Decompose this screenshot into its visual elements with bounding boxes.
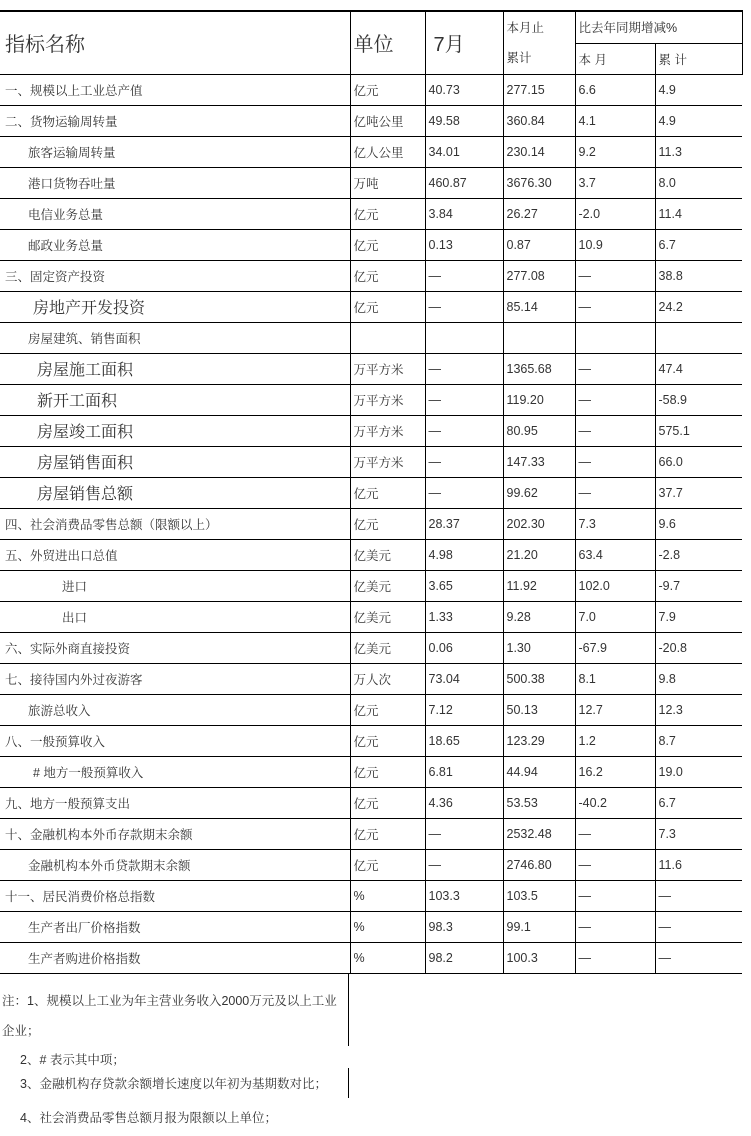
yoy-month-value: —: [575, 415, 655, 446]
indicator-name-cell: 生产者出厂价格指数: [0, 911, 350, 942]
header-unit: 单位: [350, 11, 425, 74]
yoy-month-value: 7.3: [575, 508, 655, 539]
cumulative-value: 3676.30: [503, 167, 575, 198]
table-row: [0, 787, 742, 818]
unit-cell: 万平方米: [350, 353, 425, 384]
table-row: [0, 74, 742, 105]
indicator-name-cell: 六、实际外商直接投资: [0, 632, 350, 663]
yoy-cumulative-value: —: [655, 880, 742, 911]
month-value: 460.87: [425, 167, 503, 198]
indicator-name-cell: # 地方一般预算收入: [0, 756, 350, 787]
yoy-cumulative-value: 24.2: [655, 291, 742, 322]
table-row: [0, 105, 742, 136]
yoy-cumulative-value: 19.0: [655, 756, 742, 787]
cumulative-value: 99.62: [503, 477, 575, 508]
unit-cell: 亿元: [350, 694, 425, 725]
header-cumulative-line2: 累计: [506, 50, 532, 65]
indicator-name-cell: 出口: [0, 601, 350, 632]
indicator-name-cell: 二、货物运输周转量: [0, 105, 350, 136]
yoy-month-value: —: [575, 446, 655, 477]
cumulative-value: 11.92: [503, 570, 575, 601]
month-value: 98.2: [425, 942, 503, 973]
yoy-month-value: 10.9: [575, 229, 655, 260]
indicator-table: [0, 10, 743, 974]
month-value: 4.36: [425, 787, 503, 818]
yoy-cumulative-value: 47.4: [655, 353, 742, 384]
yoy-month-value: —: [575, 384, 655, 415]
yoy-month-value: -2.0: [575, 198, 655, 229]
unit-cell: 亿元: [350, 260, 425, 291]
unit-cell: 亿元: [350, 229, 425, 260]
yoy-month-value: 1.2: [575, 725, 655, 756]
yoy-cumulative-value: 9.8: [655, 663, 742, 694]
yoy-month-value: 102.0: [575, 570, 655, 601]
cumulative-value: 123.29: [503, 725, 575, 756]
cumulative-value: 50.13: [503, 694, 575, 725]
month-value: —: [425, 260, 503, 291]
table-row: [0, 725, 742, 756]
unit-cell: 亿美元: [350, 632, 425, 663]
indicator-name-cell: 八、一般预算收入: [0, 725, 350, 756]
cumulative-value: 230.14: [503, 136, 575, 167]
yoy-cumulative-value: 4.9: [655, 105, 742, 136]
table-row: [0, 322, 742, 353]
table-row: [0, 508, 742, 539]
unit-cell: 亿元: [350, 198, 425, 229]
table-row: [0, 136, 742, 167]
yoy-month-value: 16.2: [575, 756, 655, 787]
month-value: —: [425, 415, 503, 446]
table-row: [0, 260, 742, 291]
footnote: 注：1、规模以上工业为年主营业务收入2000万元及以上工业企业；: [0, 974, 349, 1046]
month-value: 40.73: [425, 74, 503, 105]
indicator-name-cell: 四、社会消费品零售总额（限额以上）: [0, 508, 350, 539]
month-value: [425, 322, 503, 353]
unit-cell: %: [350, 880, 425, 911]
yoy-month-value: —: [575, 260, 655, 291]
unit-cell: 万平方米: [350, 384, 425, 415]
yoy-month-value: —: [575, 880, 655, 911]
yoy-cumulative-value: 7.3: [655, 818, 742, 849]
table-header: [0, 11, 742, 74]
yoy-month-value: —: [575, 849, 655, 880]
header-month: 7月: [425, 11, 503, 74]
table-row: [0, 198, 742, 229]
yoy-cumulative-value: [655, 322, 742, 353]
yoy-cumulative-value: 11.6: [655, 849, 742, 880]
unit-cell: 亿元: [350, 508, 425, 539]
yoy-cumulative-value: 9.6: [655, 508, 742, 539]
cumulative-value: 147.33: [503, 446, 575, 477]
table-row: [0, 570, 742, 601]
yoy-cumulative-value: —: [655, 942, 742, 973]
indicator-name-cell: 五、外贸进出口总值: [0, 539, 350, 570]
month-value: 3.65: [425, 570, 503, 601]
indicator-name-cell: 新开工面积: [0, 384, 350, 415]
yoy-cumulative-value: 8.7: [655, 725, 742, 756]
unit-cell: 亿元: [350, 787, 425, 818]
unit-cell: %: [350, 911, 425, 942]
yoy-cumulative-value: 6.7: [655, 787, 742, 818]
yoy-cumulative-value: -20.8: [655, 632, 742, 663]
month-value: —: [425, 384, 503, 415]
table-row: [0, 632, 742, 663]
yoy-month-value: 9.2: [575, 136, 655, 167]
cumulative-value: 80.95: [503, 415, 575, 446]
table-row: [0, 756, 742, 787]
month-value: 98.3: [425, 911, 503, 942]
yoy-cumulative-value: 6.7: [655, 229, 742, 260]
yoy-cumulative-value: 7.9: [655, 601, 742, 632]
indicator-name-cell: 十、金融机构本外币存款期末余额: [0, 818, 350, 849]
table-row: [0, 477, 742, 508]
month-value: 18.65: [425, 725, 503, 756]
yoy-month-value: —: [575, 291, 655, 322]
yoy-month-value: —: [575, 477, 655, 508]
cumulative-value: 0.87: [503, 229, 575, 260]
table-row: [0, 942, 742, 973]
indicator-name-cell: 房屋销售总额: [0, 477, 350, 508]
indicator-name-cell: 房屋竣工面积: [0, 415, 350, 446]
footnote: 4、社会消费品零售总额月报为限额以上单位；: [20, 1110, 277, 1125]
cumulative-value: 99.1: [503, 911, 575, 942]
cumulative-value: 360.84: [503, 105, 575, 136]
table-row: [0, 911, 742, 942]
yoy-cumulative-value: 4.9: [655, 74, 742, 105]
indicator-name-cell: 金融机构本外币贷款期末余额: [0, 849, 350, 880]
unit-cell: 亿元: [350, 818, 425, 849]
unit-cell: 万平方米: [350, 415, 425, 446]
header-cumulative: [503, 11, 575, 74]
indicator-name-cell: 旅游总收入: [0, 694, 350, 725]
unit-cell: 亿美元: [350, 570, 425, 601]
cumulative-value: 2746.80: [503, 849, 575, 880]
unit-cell: 万吨: [350, 167, 425, 198]
table-row: [0, 446, 742, 477]
indicator-name-cell: 港口货物吞吐量: [0, 167, 350, 198]
indicator-name-cell: 一、规模以上工业总产值: [0, 74, 350, 105]
indicator-name-cell: 房屋建筑、销售面积: [0, 322, 350, 353]
indicator-name-cell: 三、固定资产投资: [0, 260, 350, 291]
month-value: 34.01: [425, 136, 503, 167]
cumulative-value: 202.30: [503, 508, 575, 539]
month-value: —: [425, 353, 503, 384]
month-value: 0.13: [425, 229, 503, 260]
yoy-month-value: 12.7: [575, 694, 655, 725]
month-value: —: [425, 818, 503, 849]
table-row: [0, 353, 742, 384]
yoy-month-value: 3.7: [575, 167, 655, 198]
cumulative-value: 100.3: [503, 942, 575, 973]
yoy-cumulative-value: 37.7: [655, 477, 742, 508]
unit-cell: 亿元: [350, 725, 425, 756]
unit-cell: 亿美元: [350, 601, 425, 632]
cumulative-value: 277.15: [503, 74, 575, 105]
month-value: 73.04: [425, 663, 503, 694]
month-value: 28.37: [425, 508, 503, 539]
cumulative-value: 53.53: [503, 787, 575, 818]
month-value: 103.3: [425, 880, 503, 911]
header-yoy-month: 本 月: [575, 43, 655, 74]
yoy-cumulative-value: -9.7: [655, 570, 742, 601]
indicator-name-cell: 进口: [0, 570, 350, 601]
cumulative-value: [503, 322, 575, 353]
month-value: 49.58: [425, 105, 503, 136]
yoy-month-value: —: [575, 353, 655, 384]
unit-cell: 万人次: [350, 663, 425, 694]
yoy-cumulative-value: 66.0: [655, 446, 742, 477]
yoy-month-value: 8.1: [575, 663, 655, 694]
month-value: 6.81: [425, 756, 503, 787]
unit-cell: %: [350, 942, 425, 973]
yoy-cumulative-value: 12.3: [655, 694, 742, 725]
header-yoy-change: 比去年同期增减%: [575, 11, 742, 43]
indicator-name-cell: 七、接待国内外过夜游客: [0, 663, 350, 694]
cumulative-value: 119.20: [503, 384, 575, 415]
yoy-month-value: —: [575, 911, 655, 942]
yoy-month-value: -40.2: [575, 787, 655, 818]
table-row: [0, 694, 742, 725]
month-value: —: [425, 291, 503, 322]
unit-cell: 亿元: [350, 756, 425, 787]
cumulative-value: 9.28: [503, 601, 575, 632]
unit-cell: 万平方米: [350, 446, 425, 477]
footnote: 2、# 表示其中项；: [20, 1052, 125, 1067]
unit-cell: 亿元: [350, 477, 425, 508]
month-value: 1.33: [425, 601, 503, 632]
notes-section: [0, 974, 751, 1126]
table-row: [0, 880, 742, 911]
cumulative-value: 2532.48: [503, 818, 575, 849]
indicator-name-cell: 生产者购进价格指数: [0, 942, 350, 973]
cumulative-value: 85.14: [503, 291, 575, 322]
header-yoy-cumulative: 累 计: [655, 43, 742, 74]
yoy-month-value: 63.4: [575, 539, 655, 570]
month-value: 3.84: [425, 198, 503, 229]
table-row: [0, 229, 742, 260]
yoy-month-value: —: [575, 942, 655, 973]
unit-cell: 亿元: [350, 849, 425, 880]
month-value: 4.98: [425, 539, 503, 570]
month-value: —: [425, 446, 503, 477]
unit-cell: [350, 322, 425, 353]
cumulative-value: 1365.68: [503, 353, 575, 384]
indicator-name-cell: 电信业务总量: [0, 198, 350, 229]
month-value: —: [425, 477, 503, 508]
cumulative-value: 44.94: [503, 756, 575, 787]
yoy-cumulative-value: 8.0: [655, 167, 742, 198]
unit-cell: 亿元: [350, 74, 425, 105]
yoy-cumulative-value: 38.8: [655, 260, 742, 291]
indicator-name-cell: 房地产开发投资: [0, 291, 350, 322]
table-row: [0, 384, 742, 415]
yoy-month-value: -67.9: [575, 632, 655, 663]
yoy-cumulative-value: 575.1: [655, 415, 742, 446]
footnote: 3、金融机构存贷款余额增长速度以年初为基期数对比；: [0, 1068, 349, 1098]
unit-cell: 亿吨公里: [350, 105, 425, 136]
table-row: [0, 291, 742, 322]
indicator-name-cell: 房屋施工面积: [0, 353, 350, 384]
yoy-month-value: 7.0: [575, 601, 655, 632]
cumulative-value: 1.30: [503, 632, 575, 663]
cumulative-value: 21.20: [503, 539, 575, 570]
month-value: 7.12: [425, 694, 503, 725]
yoy-cumulative-value: 11.4: [655, 198, 742, 229]
cumulative-value: 103.5: [503, 880, 575, 911]
unit-cell: 亿美元: [350, 539, 425, 570]
table-row: [0, 167, 742, 198]
cumulative-value: 500.38: [503, 663, 575, 694]
table-row: [0, 601, 742, 632]
cumulative-value: 26.27: [503, 198, 575, 229]
table-row: [0, 818, 742, 849]
table-row: [0, 663, 742, 694]
month-value: 0.06: [425, 632, 503, 663]
yoy-month-value: —: [575, 818, 655, 849]
yoy-month-value: [575, 322, 655, 353]
indicator-name-cell: 九、地方一般预算支出: [0, 787, 350, 818]
indicator-name-cell: 十一、居民消费价格总指数: [0, 880, 350, 911]
header-indicator-name: 指标名称: [0, 11, 350, 74]
yoy-cumulative-value: 11.3: [655, 136, 742, 167]
table-row: [0, 415, 742, 446]
table-body: [0, 74, 742, 973]
cumulative-value: 277.08: [503, 260, 575, 291]
yoy-cumulative-value: —: [655, 911, 742, 942]
yoy-month-value: 6.6: [575, 74, 655, 105]
indicator-name-cell: 邮政业务总量: [0, 229, 350, 260]
month-value: —: [425, 849, 503, 880]
table-row: [0, 849, 742, 880]
unit-cell: 亿人公里: [350, 136, 425, 167]
unit-cell: 亿元: [350, 291, 425, 322]
table-row: [0, 539, 742, 570]
yoy-month-value: 4.1: [575, 105, 655, 136]
indicator-name-cell: 旅客运输周转量: [0, 136, 350, 167]
header-cumulative-line1: 本月止: [506, 20, 545, 35]
indicator-name-cell: 房屋销售面积: [0, 446, 350, 477]
yoy-cumulative-value: -2.8: [655, 539, 742, 570]
yoy-cumulative-value: -58.9: [655, 384, 742, 415]
